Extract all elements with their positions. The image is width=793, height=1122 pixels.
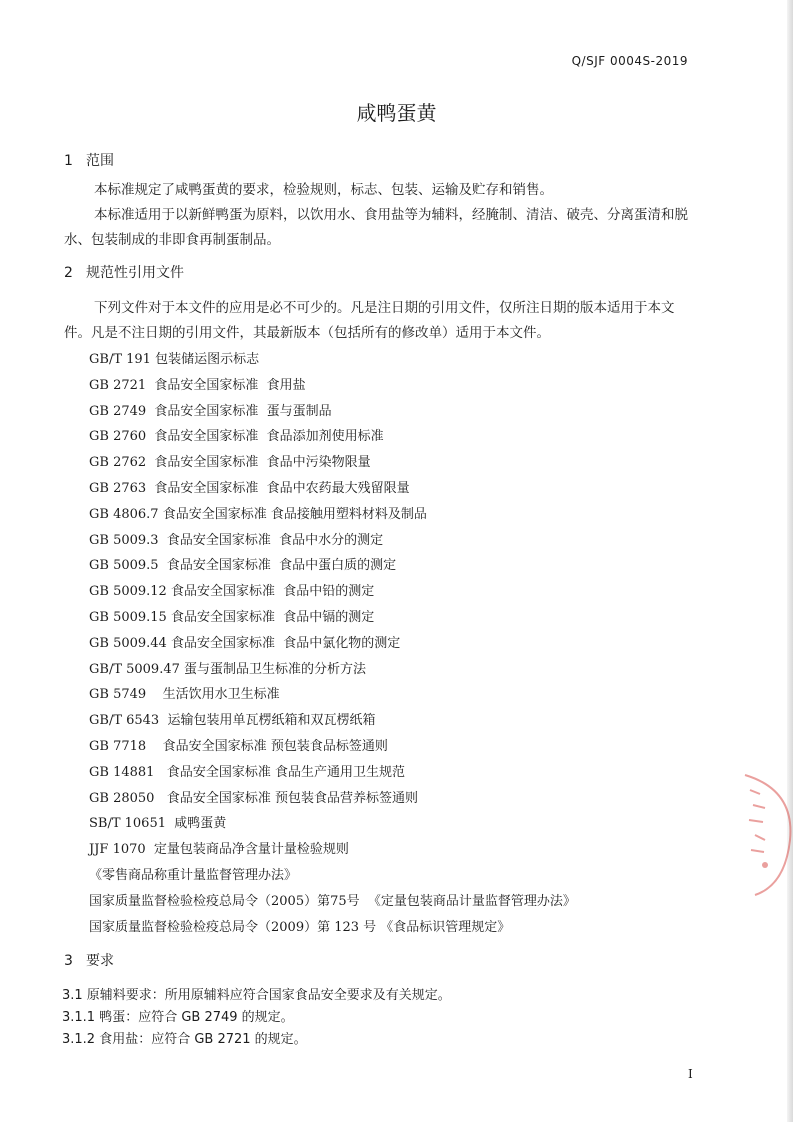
- reference-item: GB 2763 食品安全国家标准 食品中农药最大残留限量: [89, 480, 410, 496]
- section-title: 范围: [86, 153, 114, 169]
- page-edge-shadow: [787, 0, 793, 1122]
- reference-item: GB 5749 生活饮用水卫生标准: [89, 687, 280, 703]
- section-title: 规范性引用文件: [86, 265, 184, 281]
- reference-item: GB 2721 食品安全国家标准 食用盐: [89, 377, 306, 393]
- reference-item: SB/T 10651 咸鸭蛋黄: [89, 816, 227, 832]
- references-intro-text: 下列文件对于本文件的应用是必不可少的。凡是注日期的引用文件，仅所注日期的版本适用于本文件。凡是不注日期的引用文件，其最新版本（包括所有的修改单）适用于本文件。: [64, 300, 675, 341]
- reference-item: GB 4806.7 食品安全国家标准 食品接触用塑料材料及制品: [89, 506, 427, 522]
- reference-item: GB 5009.44 食品安全国家标准 食品中氯化物的测定: [89, 635, 401, 651]
- section-heading-requirements: [64, 950, 114, 970]
- reference-item: JJF 1070 定量包装商品净含量计量检验规则: [89, 842, 349, 858]
- red-seal-stamp: [735, 770, 793, 900]
- section-number: 3: [64, 953, 73, 969]
- reference-item: GB 2749 食品安全国家标准 蛋与蛋制品: [89, 403, 332, 419]
- scope-paragraph-1: 本标准规定了咸鸭蛋黄的要求，检验规则，标志、包装、运输及贮存和销售。: [94, 182, 553, 198]
- requirement-3-1-2: 3.1.2 食用盐：应符合 GB 2721 的规定。: [62, 1032, 307, 1047]
- section-number: 1: [64, 153, 73, 169]
- document-title: 咸鸭蛋黄: [356, 101, 437, 125]
- requirement-3-1-1: 3.1.1 鸭蛋：应符合 GB 2749 的规定。: [62, 1010, 294, 1025]
- reference-item: GB 28050 食品安全国家标准 预包装食品营养标签通则: [89, 790, 418, 806]
- scope-text: [64, 178, 694, 253]
- references-intro: [64, 296, 694, 346]
- reference-item: GB/T 5009.47 蛋与蛋制品卫生标准的分析方法: [89, 661, 367, 677]
- reference-item: GB 7718 食品安全国家标准 预包装食品标签通则: [89, 738, 388, 754]
- section-title: 要求: [86, 953, 114, 969]
- reference-item: 《零售商品称重计量监督管理办法》: [89, 867, 298, 883]
- reference-item: GB 5009.5 食品安全国家标准 食品中蛋白质的测定: [89, 558, 397, 574]
- reference-item: GB 5009.3 食品安全国家标准 食品中水分的测定: [89, 532, 384, 548]
- section-heading-scope: [64, 150, 114, 170]
- reference-item: GB 14881 食品安全国家标准 食品生产通用卫生规范: [89, 764, 405, 780]
- reference-item: GB/T 6543 运输包装用单瓦楞纸箱和双瓦楞纸箱: [89, 713, 376, 729]
- reference-item: GB 2762 食品安全国家标准 食品中污染物限量: [89, 455, 371, 471]
- section-number: 2: [64, 265, 73, 281]
- page-number: I: [688, 1067, 693, 1081]
- reference-item: GB/T 191 包装储运图示标志: [89, 352, 260, 367]
- reference-item: GB 5009.15 食品安全国家标准 食品中镉的测定: [89, 609, 375, 625]
- section-heading-references: [64, 262, 184, 282]
- reference-item: GB 5009.12 食品安全国家标准 食品中铅的测定: [89, 584, 375, 600]
- reference-item: 国家质量监督检验检疫总局令（2005）第75号 《定量包装商品计量监督管理办法》: [89, 893, 576, 909]
- scope-paragraph-2: 本标准适用于以新鲜鸭蛋为原料，以饮用水、食用盐等为辅料，经腌制、清洁、破壳、分离蛋清和脱水、包装制成的非即食再制蛋制品。: [64, 207, 688, 248]
- requirement-3-1: 3.1 原辅料要求：所用原辅料应符合国家食品安全要求及有关规定。: [62, 988, 451, 1003]
- reference-item: 国家质量监督检验检疫总局令（2009）第 123 号 《食品标识管理规定》: [89, 919, 511, 935]
- reference-list: [89, 347, 576, 940]
- document-code: Q/SJF 0004S-2019: [571, 54, 688, 68]
- reference-item: GB 2760 食品安全国家标准 食品添加剂使用标准: [89, 429, 384, 445]
